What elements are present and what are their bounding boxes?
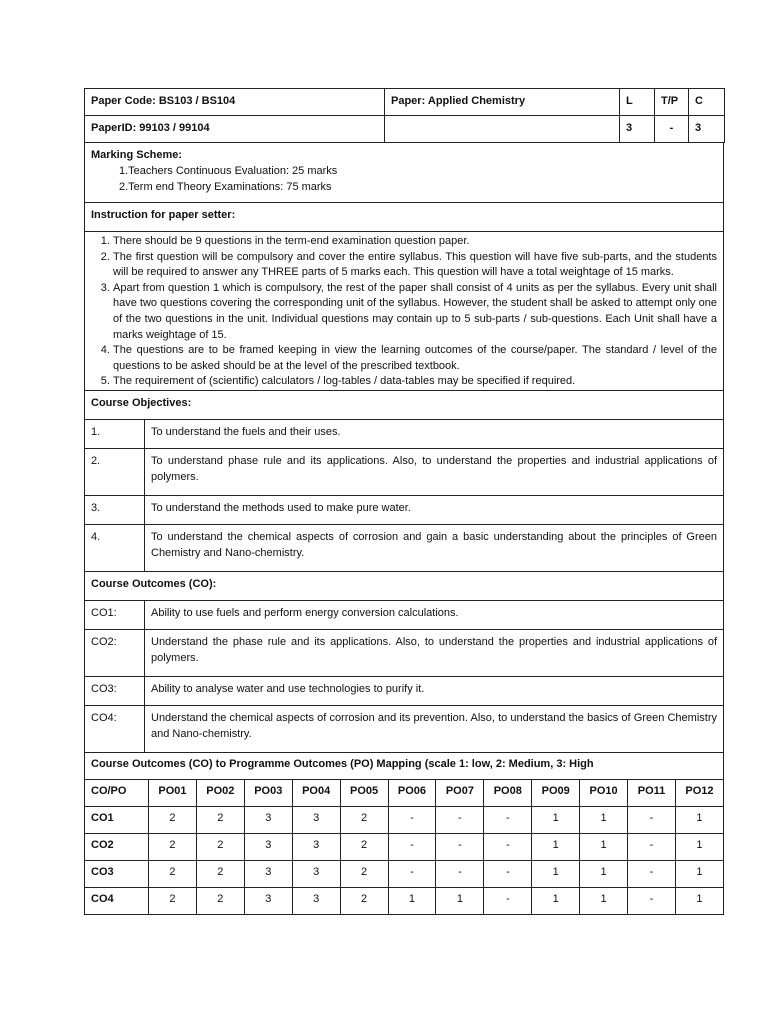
instruction-item: 1. There should be 9 questions in the term-end examination question paper. [113, 234, 717, 250]
c-label: C [689, 89, 725, 116]
mapping-cell: 1 [532, 833, 580, 860]
objective-text: To understand the methods used to make pure water. [145, 495, 724, 524]
outcome-row [85, 600, 724, 629]
outcomes-table [84, 571, 724, 753]
mapping-col-header: CO/PO [85, 779, 149, 806]
mapping-cell: 1 [580, 860, 628, 887]
mapping-cell: 2 [340, 887, 388, 914]
outcomes-title: Course Outcomes (CO): [85, 571, 724, 600]
c-value: 3 [689, 116, 725, 143]
paper-id-empty [385, 116, 620, 143]
mapping-cell: - [628, 806, 676, 833]
marking-instruction-table [84, 142, 724, 391]
objective-row [85, 524, 724, 571]
mapping-cell: CO1 [85, 806, 149, 833]
mapping-row [85, 887, 724, 914]
syllabus-page [84, 88, 724, 915]
paper-header-table [84, 88, 725, 143]
mapping-cell: - [628, 887, 676, 914]
mapping-cell: 1 [388, 887, 436, 914]
mapping-cell: 2 [149, 860, 197, 887]
l-value: 3 [620, 116, 655, 143]
mapping-col-header: PO07 [436, 779, 484, 806]
mapping-col-header: PO03 [244, 779, 292, 806]
mapping-cell: 1 [532, 860, 580, 887]
marking-scheme-title: Marking Scheme: [91, 149, 183, 161]
mapping-cell: - [388, 806, 436, 833]
mapping-col-header: PO08 [484, 779, 532, 806]
mapping-cell: - [484, 806, 532, 833]
paper-name: Paper: Applied Chemistry [385, 89, 620, 116]
objective-number: 4. [85, 524, 145, 571]
mapping-cell: 3 [292, 860, 340, 887]
outcome-text: Understand the chemical aspects of corrosion and its prevention. Also, to understand the basics of Green Chemistry and Nano-chemistry. [145, 705, 724, 752]
mapping-cell: - [388, 860, 436, 887]
header-row-2 [85, 116, 725, 143]
instruction-item: 2. The first question will be compulsory and cover the entire syllabus. This question will have five sub-parts, and the students will be required to answer any THREE parts of 5 marks each. This question will have a total weightage of 15 marks. [113, 250, 717, 281]
mapping-cell: 2 [196, 806, 244, 833]
objective-text: To understand phase rule and its applications. Also, to understand the properties and industrial applications of polymers. [145, 448, 724, 495]
mapping-cell: 2 [196, 833, 244, 860]
instruction-title: Instruction for paper setter: [85, 203, 724, 232]
outcome-number: CO1: [85, 600, 145, 629]
paper-code: Paper Code: BS103 / BS104 [85, 89, 385, 116]
mapping-cell: 1 [580, 806, 628, 833]
mapping-cell: 2 [196, 860, 244, 887]
mapping-row [85, 860, 724, 887]
objectives-title: Course Objectives: [85, 390, 724, 419]
mapping-cell: 3 [292, 806, 340, 833]
outcome-text: Ability to analyse water and use technologies to purify it. [145, 676, 724, 705]
mapping-cell: 3 [292, 833, 340, 860]
mapping-row [85, 806, 724, 833]
mapping-col-header: PO11 [628, 779, 676, 806]
mapping-cell: 3 [244, 887, 292, 914]
mapping-cell: 1 [675, 833, 723, 860]
mapping-cell: 3 [244, 806, 292, 833]
co-po-mapping-table [84, 752, 724, 915]
mapping-col-header: PO06 [388, 779, 436, 806]
mapping-cell: 2 [196, 887, 244, 914]
objective-row [85, 495, 724, 524]
mapping-cell: 3 [244, 833, 292, 860]
mapping-col-header: PO04 [292, 779, 340, 806]
mapping-cell: - [484, 833, 532, 860]
mapping-cell: 1 [675, 887, 723, 914]
mapping-cell: CO4 [85, 887, 149, 914]
mapping-cell: - [628, 833, 676, 860]
outcome-text: Understand the phase rule and its applications. Also, to understand the properties and industrial applications of polymers. [145, 629, 724, 676]
paper-id: PaperID: 99103 / 99104 [85, 116, 385, 143]
mapping-col-header: PO02 [196, 779, 244, 806]
mapping-cell: - [484, 887, 532, 914]
outcome-text: Ability to use fuels and perform energy conversion calculations. [145, 600, 724, 629]
mapping-cell: - [436, 806, 484, 833]
mapping-cell: 2 [340, 860, 388, 887]
mapping-col-header: PO09 [532, 779, 580, 806]
objective-number: 3. [85, 495, 145, 524]
outcome-number: CO2: [85, 629, 145, 676]
mapping-col-header: PO10 [580, 779, 628, 806]
mapping-cell: - [628, 860, 676, 887]
marking-item: 1.Teachers Continuous Evaluation: 25 marks [119, 165, 338, 177]
objective-row [85, 419, 724, 448]
l-label: L [620, 89, 655, 116]
mapping-cell: - [436, 833, 484, 860]
mapping-cell: 3 [292, 887, 340, 914]
objective-number: 2. [85, 448, 145, 495]
mapping-header-row [85, 779, 724, 806]
mapping-cell: 2 [340, 833, 388, 860]
objective-text: To understand the fuels and their uses. [145, 419, 724, 448]
mapping-cell: 1 [532, 806, 580, 833]
mapping-cell: 1 [532, 887, 580, 914]
outcome-row [85, 705, 724, 752]
outcome-row [85, 676, 724, 705]
marking-item: 2.Term end Theory Examinations: 75 marks [119, 181, 332, 193]
mapping-col-header: PO01 [149, 779, 197, 806]
mapping-title: Course Outcomes (CO) to Programme Outcomes (PO) Mapping (scale 1: low, 2: Medium, 3: High [85, 752, 724, 779]
mapping-cell: 2 [149, 806, 197, 833]
mapping-col-header: PO05 [340, 779, 388, 806]
outcome-number: CO3: [85, 676, 145, 705]
mapping-row [85, 833, 724, 860]
outcome-number: CO4: [85, 705, 145, 752]
mapping-cell: 1 [675, 860, 723, 887]
instruction-list [91, 234, 717, 390]
mapping-cell: - [436, 860, 484, 887]
mapping-cell: 1 [580, 833, 628, 860]
objectives-table [84, 390, 724, 572]
mapping-cell: - [388, 833, 436, 860]
tp-value: - [655, 116, 689, 143]
mapping-cell: 1 [675, 806, 723, 833]
mapping-cell: 2 [149, 833, 197, 860]
outcome-row [85, 629, 724, 676]
mapping-cell: 1 [436, 887, 484, 914]
mapping-cell: CO2 [85, 833, 149, 860]
mapping-cell: CO3 [85, 860, 149, 887]
objective-number: 1. [85, 419, 145, 448]
instruction-item: 5. The requirement of (scientific) calculators / log-tables / data-tables may be specified if required. [113, 374, 717, 390]
instruction-list-cell [85, 232, 724, 391]
mapping-cell: - [484, 860, 532, 887]
mapping-col-header: PO12 [675, 779, 723, 806]
mapping-cell: 2 [149, 887, 197, 914]
mapping-cell: 2 [340, 806, 388, 833]
marking-scheme [85, 143, 724, 203]
instruction-item: 4. The questions are to be framed keeping in view the learning outcomes of the course/paper. The standard / level of the questions to be asked should be at the level of the prescribed textbook. [113, 343, 717, 374]
objective-row [85, 448, 724, 495]
mapping-cell: 1 [580, 887, 628, 914]
mapping-cell: 3 [244, 860, 292, 887]
header-row-1 [85, 89, 725, 116]
instruction-item: 3. Apart from question 1 which is compulsory, the rest of the paper shall consist of 4 units as per the syllabus. Every unit shall have two questions covering the corresponding unit of the syllabus. However, the student shall be asked to attempt only one of the two questions in the unit. Individual questions may contain up to 5 sub-parts / sub-questions. Each Unit shall have a marks weightage of 15. [113, 281, 717, 343]
tp-label: T/P [655, 89, 689, 116]
objective-text: To understand the chemical aspects of corrosion and gain a basic understanding about the principles of Green Chemistry and Nano-chemistry. [145, 524, 724, 571]
